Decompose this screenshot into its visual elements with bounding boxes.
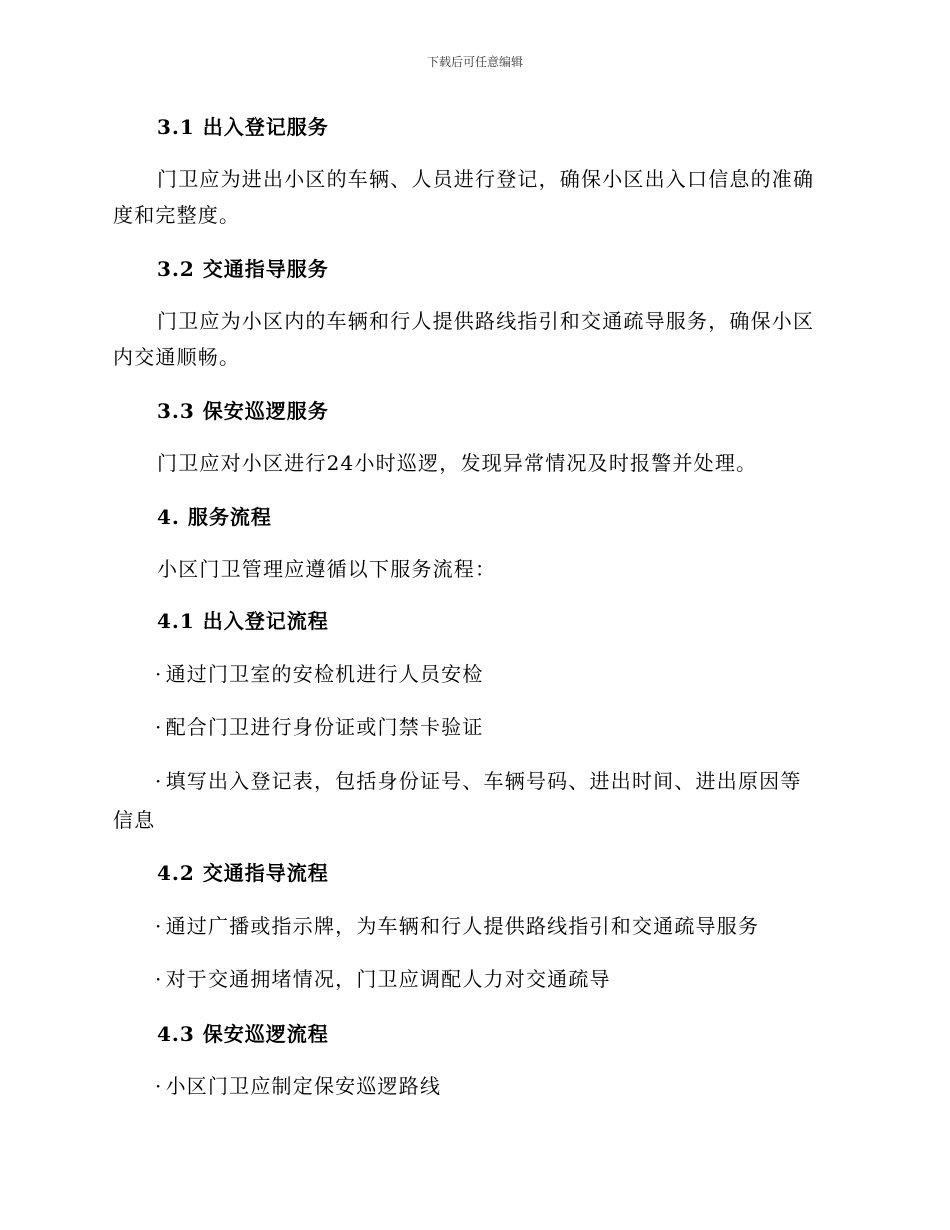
bullet-icon: · <box>155 715 163 739</box>
section-heading-3-3: 3.3 保安巡逻服务 <box>157 399 329 423</box>
list-item-text: 配合门卫进行身份证或门禁卡验证 <box>165 715 484 739</box>
list-item-4-3-1 <box>155 1073 441 1099</box>
section-heading-3-1: 3.1 出入登记服务 <box>157 115 329 139</box>
section-heading-4-3: 4.3 保安巡逻流程 <box>157 1022 329 1046</box>
section-heading-4: 4. 服务流程 <box>157 505 272 529</box>
bullet-icon: · <box>155 662 163 686</box>
list-item-4-1-3-continuation: 信息 <box>113 808 156 832</box>
bullet-icon: · <box>155 967 163 991</box>
list-item-4-1-3 <box>155 768 802 794</box>
list-item-text: 对于交通拥堵情况，门卫应调配人力对交通疏导 <box>165 967 611 991</box>
paragraph-3-3-line-1: 门卫应对小区进行24小时巡逻，发现异常情况及时报警并处理。 <box>157 451 758 475</box>
bullet-icon: · <box>155 769 163 793</box>
section-heading-4-2: 4.2 交通指导流程 <box>157 861 329 885</box>
paragraph-3-2-line-2: 内交通顺畅。 <box>113 345 241 369</box>
list-item-4-2-1 <box>155 913 759 939</box>
list-item-text: 填写出入登记表，包括身份证号、车辆号码、进出时间、进出原因等 <box>165 769 802 793</box>
list-item-text: 通过门卫室的安检机进行人员安检 <box>165 662 484 686</box>
paragraph-3-1-line-1: 门卫应为进出小区的车辆、人员进行登记，确保小区出入口信息的准确 <box>157 167 815 191</box>
list-item-text: 小区门卫应制定保安巡逻路线 <box>165 1074 442 1098</box>
list-item-4-2-2 <box>155 966 611 992</box>
list-item-4-1-2 <box>155 714 484 740</box>
paragraph-3-1-line-2: 度和完整度。 <box>113 203 241 227</box>
section-heading-3-2: 3.2 交通指导服务 <box>157 257 329 281</box>
bullet-icon: · <box>155 1074 163 1098</box>
page-header: 下载后可任意编辑 <box>426 55 523 69</box>
bullet-icon: · <box>155 914 163 938</box>
paragraph-4-line-1: 小区门卫管理应遵循以下服务流程： <box>157 557 497 581</box>
list-item-text: 通过广播或指示牌，为车辆和行人提供路线指引和交通疏导服务 <box>165 914 760 938</box>
list-item-4-1-1 <box>155 661 484 687</box>
paragraph-3-2-line-1: 门卫应为小区内的车辆和行人提供路线指引和交通疏导服务，确保小区 <box>157 309 815 333</box>
section-heading-4-1: 4.1 出入登记流程 <box>157 609 329 633</box>
